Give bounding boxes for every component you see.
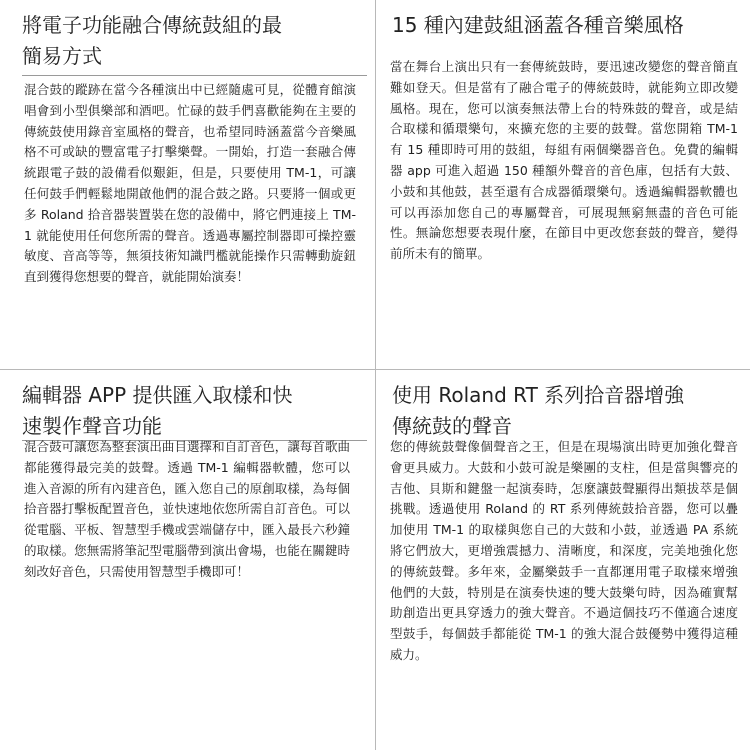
panel-title: 將電子功能融合傳統鼓組的最 簡易方式: [22, 13, 282, 68]
panel-title: 使用 Roland RT 系列拾音器增強 傳統鼓的聲音: [392, 383, 685, 438]
panel-body: 混合鼓的蹤跡在當今各種演出中已經隨處可見，從體育館演唱會到小型俱樂部和酒吧。忙碌的鼓手們喜歡能夠在主要的傳統鼓使用錄音室風格的聲音，也希望同時涵蓋當今音樂風格不可或缺的豐富電子打擊樂聲。一開始，打造一套融合傳統跟電子鼓的設備看似艱鉅，但是，只要使用 TM-1，可讓任何鼓手們輕鬆地開啟他們的混合鼓之路。只要將一個或更多 Roland 拾音器裝置裝在您的設備中，將它們連接上 TM-1 就能使用任何您所需的聲音。透過專屬控制器即可操控靈敏度、音高等等，無須技術知識門檻就能操作只需轉動旋鈕直到獲得您想要的聲音，就能開始演奏！: [24, 82, 356, 285]
panel-body: 您的傳統鼓聲像個聲音之王，但是在現場演出時更加強化聲音會更具威力。大鼓和小鼓可說是樂團的支柱，但是當與響亮的吉他、貝斯和鍵盤一起演奏時，怎麼讓鼓聲顯得出類拔萃是個挑戰。透過使用 Roland 的 RT 系列傳統鼓拾音器，您可以疊加使用 TM-1 的取樣與您自己的大鼓和小鼓，並透過 PA 系統將它們放大，更增強震撼力、清晰度，和深度，完美地強化您的傳統鼓聲。多年來，金屬樂鼓手一直都運用電子取樣來增強他們的大鼓，特別是在演奏快速的雙大鼓樂句時，因為確實幫助創造出更具穿透力的強大聲音。不過這個技巧不僅適合速度型鼓手，每個鼓手都能從 TM-1 的強大混合鼓優勢中獲得這種威力。: [390, 439, 738, 662]
feature-panel-built-in-kits: [376, 0, 750, 369]
panel-body: 當在舞台上演出只有一套傳統鼓時，要迅速改變您的聲音簡直難如登天。但是當有了融合電子的傳統鼓時，就能夠立即改變風格。現在，您可以演奏無法帶上台的特殊鼓的聲音，或是結合取樣和循環樂句，來擴充您的主要的鼓聲。當您開箱 TM-1 有 15 種即時可用的鼓組，每組有兩個樂器音色。免費的編輯器 app 可進入超過 150 種額外聲音的音色庫，包括有大鼓、小鼓和其他鼓，甚至還有合成器循環樂句。透過編輯器軟體也可以再添加您自己的專屬聲音，可展現無窮無盡的音色可能性。無論您想要表現什麼，在節目中更改您套鼓的聲音，變得前所未有的簡單。: [390, 59, 738, 262]
panel-title: 編輯器 APP 提供匯入取樣和快 速製作聲音功能: [22, 383, 293, 438]
title-underline: [22, 75, 367, 76]
feature-panel-hybrid-drums: [0, 0, 375, 369]
feature-panel-rt-triggers: [376, 370, 750, 750]
feature-panel-editor-app: [0, 370, 375, 750]
panel-title: 15 種內建鼓組涵蓋各種音樂風格: [392, 13, 684, 37]
panel-body: 混合鼓可讓您為整套演出曲目選擇和自訂音色，讓每首歌曲都能獲得最完美的鼓聲。透過 TM-1 編輯器軟體，您可以進入音源的所有內建音色，匯入您自己的原創取樣，為每個拾音器打擊板配置音色，並快速地依您所需自訂音色。可以從電腦、平板、智慧型手機或雲端儲存中，匯入最長六秒鐘的取樣。您無需將筆記型電腦帶到演出會場，也能在關鍵時刻改好音色，只需使用智慧型手機即可！: [24, 439, 350, 579]
